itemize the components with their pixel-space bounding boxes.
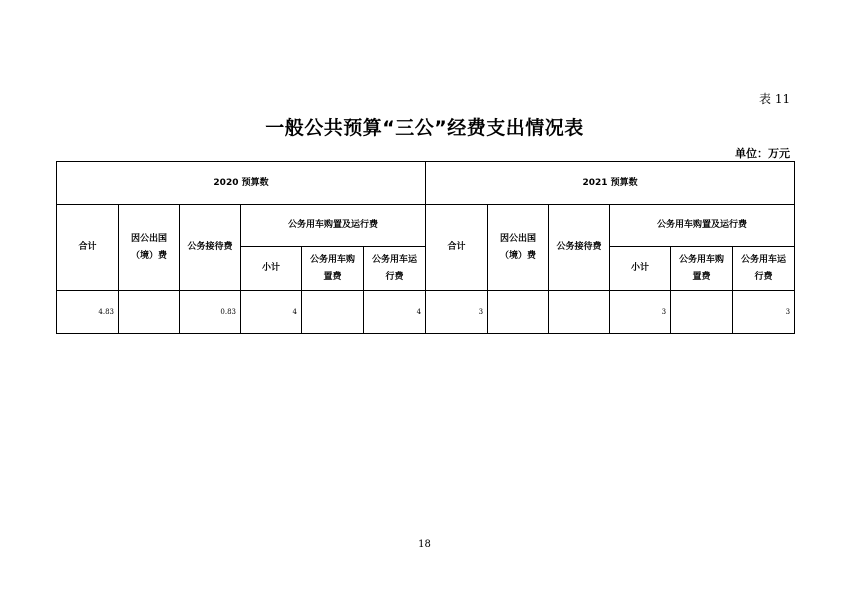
subtotal-2021-cell: 3	[610, 291, 671, 334]
abroad-header-2021: 因公出国（境）费	[488, 205, 549, 291]
year-2020-header: 2020 预算数	[57, 162, 426, 205]
subtotal-2020-cell: 4	[241, 291, 302, 334]
total-2020-cell: 4.83	[57, 291, 119, 334]
vehicle-purchase-2021-cell	[671, 291, 733, 334]
total-header-2020: 合计	[57, 205, 119, 291]
table-row	[57, 162, 795, 205]
vehicle-operation-2020-cell: 4	[364, 291, 426, 334]
table-number: 表 11	[759, 92, 791, 106]
abroad-header-2020: 因公出国（境）费	[119, 205, 180, 291]
subtotal-header-2020: 小计	[241, 247, 302, 291]
total-header-2021: 合计	[426, 205, 488, 291]
page-number: 18	[418, 539, 431, 550]
table-row	[57, 291, 795, 334]
vehicles-header-2021: 公务用车购置及运行费	[610, 205, 795, 247]
unit-label: 单位：万元	[735, 147, 790, 160]
vehicle-purchase-2020-cell	[302, 291, 364, 334]
vehicle-operation-header-2020: 公务用车运行费	[364, 247, 426, 291]
abroad-2021-cell	[488, 291, 549, 334]
vehicle-purchase-header-2021: 公务用车购置费	[671, 247, 733, 291]
vehicle-operation-header-2021: 公务用车运行费	[733, 247, 795, 291]
vehicles-header-2020: 公务用车购置及运行费	[241, 205, 426, 247]
three-public-expenses-table	[56, 161, 795, 334]
page-title: 一般公共预算“三公”经费支出情况表	[265, 117, 584, 139]
vehicle-purchase-header-2020: 公务用车购置费	[302, 247, 364, 291]
total-2021-cell: 3	[426, 291, 488, 334]
reception-2021-cell	[549, 291, 610, 334]
abroad-2020-cell	[119, 291, 180, 334]
subtotal-header-2021: 小计	[610, 247, 671, 291]
reception-header-2020: 公务接待费	[180, 205, 241, 291]
vehicle-operation-2021-cell: 3	[733, 291, 795, 334]
reception-header-2021: 公务接待费	[549, 205, 610, 291]
year-2021-header: 2021 预算数	[426, 162, 795, 205]
table-row	[57, 205, 795, 247]
reception-2020-cell: 0.83	[180, 291, 241, 334]
